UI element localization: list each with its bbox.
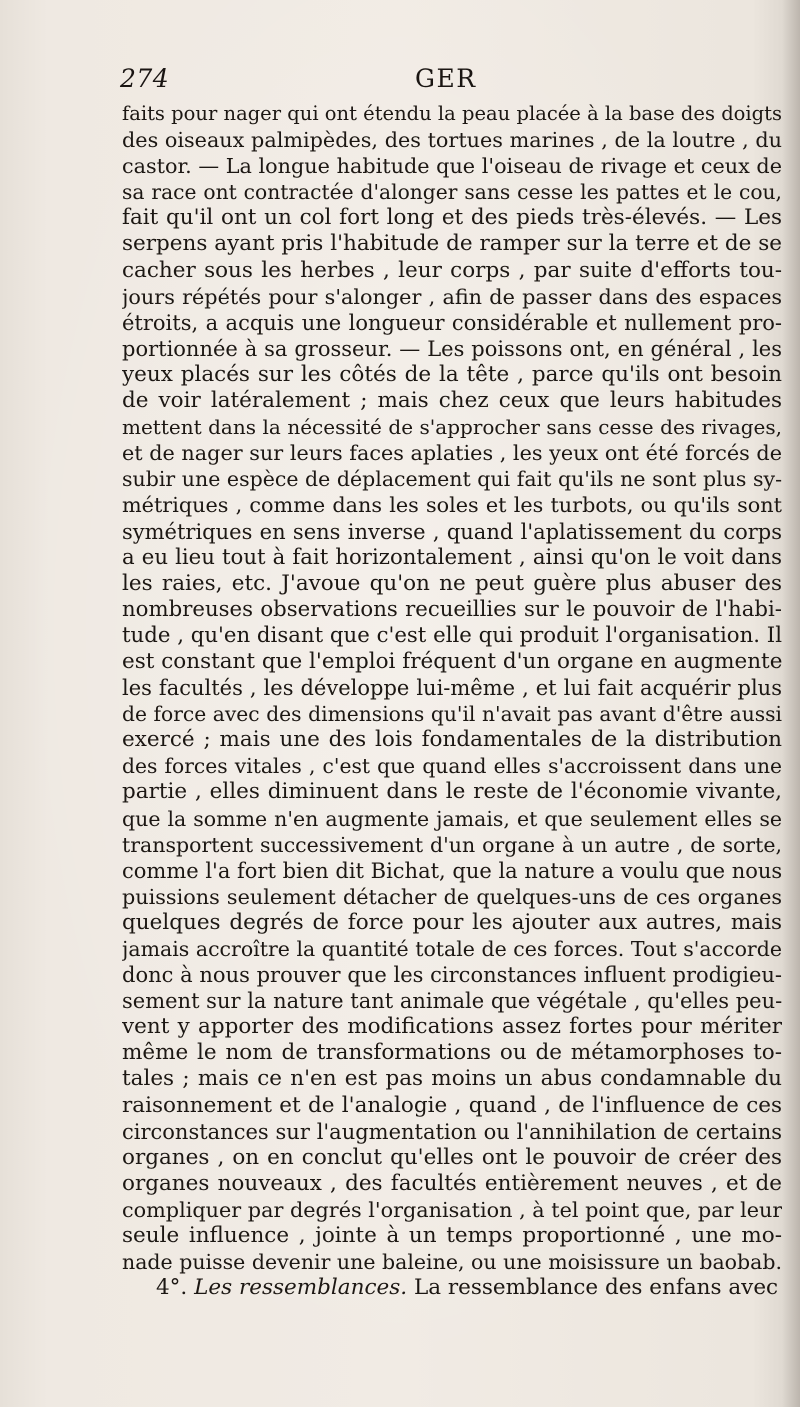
text-line: tude , qu'en disant que c'est elle qui produit l'organisation. Il <box>122 622 782 648</box>
text-line: métriques , comme dans les soles et les turbots, ou qu'ils sont <box>122 493 782 518</box>
text-line: sement sur la nature tant animale que végétale , qu'elles peu- <box>122 989 782 1014</box>
section-title: Les ressemblances. <box>194 1275 408 1301</box>
text-line: et de nager sur leurs faces aplaties , les yeux ont été forcés de <box>122 441 782 466</box>
text-line: compliquer par degrés l'organisation , à tel point que, par leur <box>122 1197 782 1222</box>
text-line: de voir latéralement ; mais chez ceux que leurs habitudes <box>122 388 782 414</box>
text-line: des forces vitales , c'est que quand elles s'accroissent dans une <box>122 754 782 779</box>
text-line: mettent dans la nécessité de s'approcher sans cesse des rivages, <box>122 415 782 440</box>
page-header <box>120 64 780 100</box>
text-line: partie , elles diminuent dans le reste de l'économie vivante, <box>122 779 782 805</box>
text-line: nade puisse devenir une baleine, ou une moisissure un baobab. <box>122 1250 782 1275</box>
text-line: faits pour nager qui ont étendu la peau placée à la base des doigts <box>122 102 782 125</box>
text-line: comme l'a fort bien dit Bichat, que la nature a voulu que nous <box>122 858 782 883</box>
text-line: circonstances sur l'augmentation ou l'annihilation de certains <box>122 1119 782 1144</box>
text-line: seule influence , jointe à un temps proportionné , une mo- <box>122 1223 782 1249</box>
text-line: jamais accroître la quantité totale de ces forces. Tout s'accorde <box>122 937 782 961</box>
text-line: fait qu'il ont un col fort long et des pieds très-élevés. — Les <box>122 205 782 231</box>
text-line: donc à nous prouver que les circonstances influent prodigieu- <box>122 963 782 988</box>
text-line: serpens ayant pris l'habitude de ramper sur la terre et de se <box>122 231 782 257</box>
text-line: subir une espèce de déplacement qui fait qu'ils ne sont plus sy- <box>122 467 782 492</box>
text-line: des oiseaux palmipèdes, des tortues marines , de la loutre , du <box>122 128 782 153</box>
text-line: est constant que l'emploi fréquent d'un organe en augmente <box>122 648 782 674</box>
section-heading-line <box>122 1275 782 1301</box>
section-text: La ressemblance des enfans avec <box>413 1275 779 1301</box>
page-number: 274 <box>120 64 170 93</box>
running-head: GER <box>415 64 477 93</box>
section-number: 4°. <box>156 1275 188 1301</box>
text-line: étroits, a acquis une longueur considérable et nullement pro- <box>122 310 782 335</box>
text-line: organes , on en conclut qu'elles ont le pouvoir de créer des <box>122 1144 782 1170</box>
text-line: de force avec des dimensions qu'il n'avait pas avant d'être aussi <box>122 702 782 727</box>
text-line: les raies, etc. J'avoue qu'on ne peut guère plus abuser des <box>122 570 782 596</box>
text-line: organes nouveaux , des facultés entièrement neuves , et de <box>122 1170 782 1196</box>
body-text <box>122 101 782 1301</box>
text-line: raisonnement et de l'analogie , quand , de l'influence de ces <box>122 1092 782 1118</box>
text-line: puissions seulement détacher de quelques-uns de ces organes <box>122 884 782 909</box>
text-line: sa race ont contractée d'alonger sans cesse les pattes et le cou, <box>122 180 782 205</box>
text-line: portionnée à sa grosseur. — Les poissons ont, en général , les <box>122 336 782 361</box>
text-line: cacher sous les herbes , leur corps , par suite d'efforts tou- <box>122 257 782 283</box>
text-line: yeux placés sur les côtés de la tête , parce qu'ils ont besoin <box>122 361 782 387</box>
text-line: a eu lieu tout à fait horizontalement , ainsi qu'on le voit dans <box>122 544 782 570</box>
page-edge-shadow <box>782 0 800 1407</box>
text-line: castor. — La longue habitude que l'oiseau de rivage et ceux de <box>122 154 782 179</box>
text-line: que la somme n'en augmente jamais, et que seulement elles se <box>122 806 782 831</box>
text-line: symétriques en sens inverse , quand l'aplatissement du corps <box>122 519 782 544</box>
text-line: tales ; mais ce n'en est pas moins un abus condamnable du <box>122 1066 782 1092</box>
text-line: transportent successivement d'un organe à un autre , de sorte, <box>122 832 782 857</box>
text-line: même le nom de transformations ou de métamorphoses to- <box>122 1040 782 1066</box>
text-line: les facultés , les développe lui-même , et lui fait acquérir plus <box>122 676 782 701</box>
text-line: exercé ; mais une des lois fondamentales de la distribution <box>122 727 782 753</box>
text-line: nombreuses observations recueillies sur le pouvoir de l'habi- <box>122 596 782 622</box>
text-line: jours répétés pour s'alonger , afin de passer dans des espaces <box>122 284 782 309</box>
text-line: vent y apporter des modifications assez fortes pour mériter <box>122 1014 782 1040</box>
text-line: quelques degrés de force pour les ajouter aux autres, mais <box>122 909 782 935</box>
